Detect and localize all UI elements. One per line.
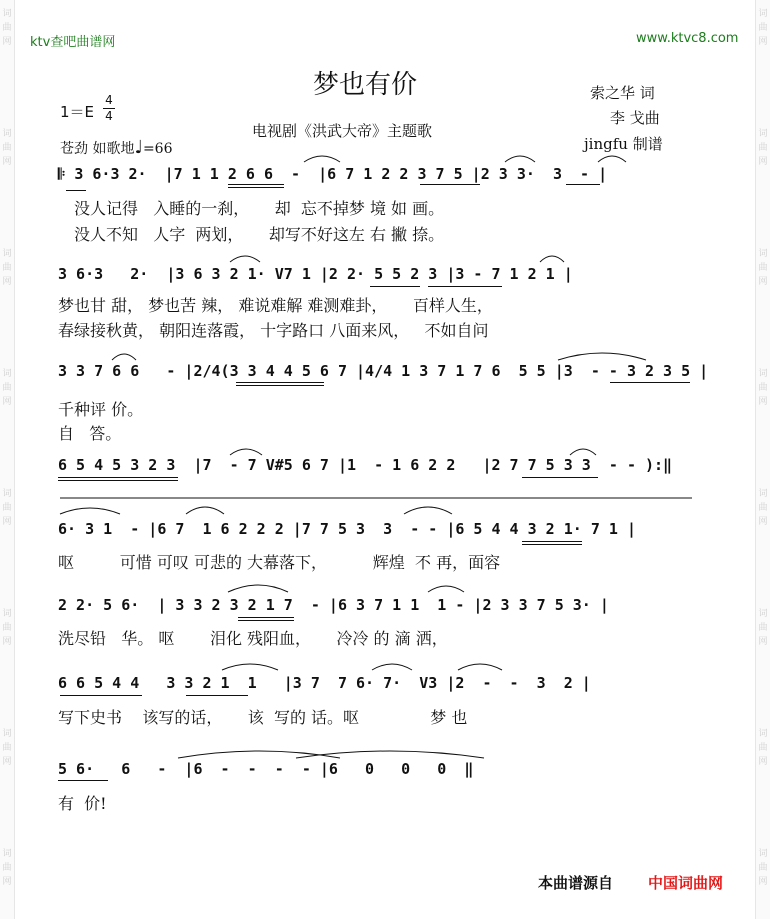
watermark-glyph: 网 — [758, 397, 768, 407]
watermark-glyph: 网 — [2, 637, 12, 647]
tempo-text: 苍劲 如歌地 — [60, 141, 135, 157]
time-signature-top: 4 — [105, 93, 113, 107]
watermark-glyph: 网 — [758, 277, 768, 287]
watermark-glyph: 词 — [2, 609, 12, 619]
composer-credit: 李 戈曲 — [610, 109, 660, 127]
watermark-glyph: 曲 — [2, 23, 12, 33]
score-row-2-lyric-verse-1: 梦也甘 甜， 梦也苦 辣， 难说难解 难测难卦， 百样人生， — [58, 296, 493, 315]
score-row-8-notes: 5 6· 6 - |6 - - - - |6 0 0 0 ‖ — [58, 760, 474, 778]
score-row-4-notes: 6 5 4 5 3 2 3 |7 - 7 V#5 6 7 |1 - 1 6 2 2 |2 7 7 5 3 3 - - ):‖ — [58, 456, 673, 474]
watermark-glyph: 网 — [758, 637, 768, 647]
watermark-glyph: 曲 — [758, 263, 768, 273]
site-name-left: ktv查吧曲谱网 — [30, 35, 116, 50]
watermark-glyph: 曲 — [2, 743, 12, 753]
watermark-glyph: 曲 — [2, 263, 12, 273]
watermark-glyph: 词 — [2, 369, 12, 379]
watermark-glyph: 网 — [2, 877, 12, 887]
watermark-glyph: 曲 — [758, 503, 768, 513]
watermark-glyph: 网 — [2, 757, 12, 767]
watermark-glyph: 词 — [758, 729, 768, 739]
watermark-glyph: 曲 — [758, 23, 768, 33]
score-row-1-notes: 𝄆 3 6·3 2· |7 1 1 2 6 6 - |6 7 1 2 2 3 7 5 |2 3 3· 3 - | — [58, 165, 608, 183]
score-row-5-notes: 6· 3 1 - |6 7 1 6 2 2 2 |7 7 5 3 3 - - |6 5 4 4 3 2 1· 7 1 | — [58, 520, 636, 538]
watermark-glyph: 词 — [2, 249, 12, 259]
arranger-credit: jingfu 制谱 — [584, 135, 663, 153]
watermark-glyph: 网 — [2, 157, 12, 167]
tempo-value: =66 — [142, 141, 173, 157]
watermark-glyph: 词 — [758, 609, 768, 619]
score-row-8-lyric: 有 价! — [58, 794, 107, 813]
watermark-glyph: 词 — [758, 9, 768, 19]
watermark-glyph: 曲 — [2, 863, 12, 873]
watermark-glyph: 词 — [2, 9, 12, 19]
site-url-right: www.ktvc8.com — [636, 31, 739, 46]
watermark-glyph: 网 — [758, 757, 768, 767]
score-row-6-lyric: 洗尽铅 华。 呕 泪化 残阳血， 冷冷 的 滴 洒， — [58, 629, 448, 648]
score-row-5-lyric: 呕 可惜 可叹 可悲的 大幕落下， 辉煌 不 再，面容 — [58, 553, 501, 572]
key-signature: 1＝E — [60, 103, 95, 121]
watermark-glyph: 词 — [758, 849, 768, 859]
source-site-link[interactable]: 中国词曲网 — [648, 874, 724, 892]
watermark-glyph: 曲 — [2, 383, 12, 393]
watermark-glyph: 曲 — [758, 743, 768, 753]
watermark-glyph: 词 — [758, 369, 768, 379]
watermark-glyph: 曲 — [758, 143, 768, 153]
watermark-glyph: 曲 — [758, 623, 768, 633]
score-row-7-notes: 6 6 5 4 4 3 3 2 1 1 |3 7 7 6· 7· V3 |2 - - 3 2 | — [58, 674, 591, 692]
time-signature-bottom: 4 — [105, 109, 113, 123]
watermark-glyph: 曲 — [2, 623, 12, 633]
watermark-glyph: 曲 — [758, 383, 768, 393]
watermark-glyph: 网 — [2, 37, 12, 47]
quarter-note-icon: ♩ — [134, 137, 143, 158]
score-row-7-lyric: 写下史书 该写的话， 该 写的 话。呕 梦 也 — [58, 708, 468, 727]
watermark-glyph: 曲 — [758, 863, 768, 873]
watermark-glyph: 网 — [2, 277, 12, 287]
score-row-1-lyric-verse-2: 没人不知 人字 两划， 却写不好这左 右 撇 捺。 — [74, 225, 445, 244]
watermark-glyph: 网 — [758, 877, 768, 887]
song-title: 梦也有价 — [313, 70, 418, 100]
lyricist-credit: 索之华 词 — [590, 84, 655, 102]
watermark-glyph: 网 — [2, 517, 12, 527]
watermark-glyph: 词 — [2, 129, 12, 139]
watermark-glyph: 词 — [758, 489, 768, 499]
watermark-glyph: 词 — [2, 849, 12, 859]
watermark-glyph: 网 — [758, 157, 768, 167]
watermark-glyph: 词 — [2, 729, 12, 739]
score-row-6-notes: 2 2· 5 6· | 3 3 2 3 2 1 7 - |6 3 7 1 1 1 - |2 3 3 7 5 3· | — [58, 596, 609, 614]
watermark-glyph: 网 — [758, 37, 768, 47]
score-row-2-lyric-verse-2: 春绿接秋黄， 朝阳连落霞， 十字路口 八面来风， 不如自问 — [58, 321, 489, 340]
score-row-1-lyric-verse-1: 没人记得 入睡的一刹， 却 忘不掉梦 境 如 画。 — [74, 199, 445, 218]
watermark-glyph: 词 — [758, 249, 768, 259]
watermark-glyph: 网 — [758, 517, 768, 527]
score-row-3-lyric-verse-1: 千种评 价。 — [58, 400, 144, 419]
score-row-3-notes: 3 3 7 6 6 - |2/4(3 3 4 4 5 6 7 |4/4 1 3 7 1 7 6 5 5 |3 - - 3 2 3 5 | — [58, 362, 709, 380]
source-label: 本曲谱源自 — [538, 874, 614, 892]
watermark-glyph: 网 — [2, 397, 12, 407]
score-row-3-lyric-verse-2: 自 答。 — [58, 424, 122, 443]
watermark-glyph: 曲 — [2, 503, 12, 513]
watermark-glyph: 词 — [758, 129, 768, 139]
song-subtitle: 电视剧《洪武大帝》主题歌 — [252, 122, 433, 140]
watermark-glyph: 词 — [2, 489, 12, 499]
score-row-2-notes: 3 6·3 2· |3 6 3 2 1· V7 1 |2 2· 5 5 2 3 |3 - 7 1 2 1 | — [58, 265, 573, 283]
watermark-glyph: 曲 — [2, 143, 12, 153]
